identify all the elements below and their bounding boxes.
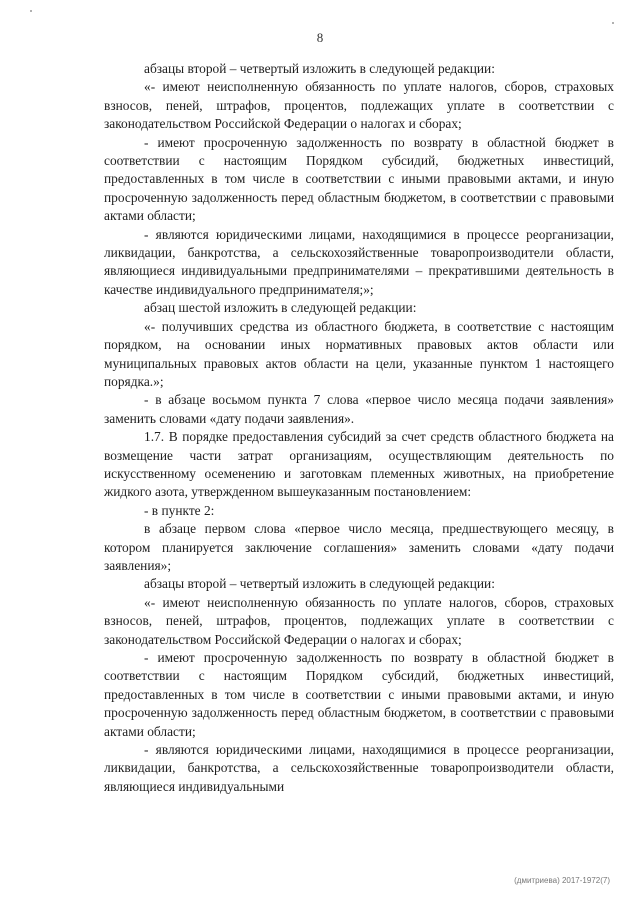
paragraph: 1.7. В порядке предоставления субсидий за счет средств областного бюджета на возмещение части затрат организациям, осуществляющим деятельность по искусственному осеменению и заготовкам племенных животных, на приобретение жидкого азота, утвержденном вышеуказанным постановлением: <box>104 429 614 500</box>
paragraph: абзацы второй – четвертый изложить в следующей редакции: <box>144 576 495 592</box>
paragraph: «- имеют неисполненную обязанность по уплате налогов, сборов, страховых взносов, пеней, штрафов, процентов, подлежащих уплате в соответствии с законодательством Российской Федерации о налогах и сборах; <box>104 79 614 132</box>
paragraph: «- получивших средства из областного бюджета, в соответствие с настоящим порядком, на основании иных нормативных правовых актов области или муниципальных правовых актов области на цели, указанные пунктом 1 настоящего порядка.»; <box>104 318 614 389</box>
paragraph: - являются юридическими лицами, находящимися в процессе реорганизации, ликвидации, банкротства, а сельскохозяйственные товаропроизводители области, являющиеся индивидуальными предпринимателями – прекратившими деятельность в качестве индивидуального предпринимателя;»; <box>104 226 614 297</box>
document-footer-code: (дмитриева) 2017-1972(7) <box>514 876 610 885</box>
document-body <box>104 60 614 796</box>
paragraph: - в пункте 2: <box>144 502 215 518</box>
paragraph: «- имеют неисполненную обязанность по уплате налогов, сборов, страховых взносов, пеней, штрафов, процентов, подлежащих уплате в соответствии с законодательством Российской Федерации о налогах и сборах; <box>104 594 614 647</box>
paragraph: - в абзаце восьмом пункта 7 слова «первое число месяца подачи заявления» заменить словами «дату подачи заявления». <box>104 392 614 426</box>
page-number: 8 <box>316 30 324 45</box>
paragraph: - имеют просроченную задолженность по возврату в областной бюджет в соответствии с настоящим Порядком субсидий, бюджетных инвестиций, предоставленных в том числе в соответствии с иными правовыми актами, и иную просроченную задолженность перед областным бюджетом, в соответствии с правовыми актами области; <box>104 650 614 739</box>
paragraph: абзац шестой изложить в следующей редакции: <box>144 300 417 316</box>
scan-dot <box>30 10 32 12</box>
paragraph: в абзаце первом слова «первое число месяца, предшествующего месяцу, в котором планируется заключение соглашения» заменить словами «дату подачи заявления»; <box>104 521 614 573</box>
paragraph: - имеют просроченную задолженность по возврату в областной бюджет в соответствии с настоящим Порядком субсидий, бюджетных инвестиций, предоставленных в том числе в соответствии с иными правовыми актами, и иную просроченную задолженность перед областным бюджетом, в соответствии с правовыми актами области; <box>104 134 614 224</box>
paragraph: - являются юридическими лицами, находящимися в процессе реорганизации, ликвидации, банкротства, а сельскохозяйственные товаропроизводители области, являющиеся индивидуальными <box>104 742 614 794</box>
paragraph: абзацы второй – четвертый изложить в следующей редакции: <box>144 61 495 76</box>
scan-dot <box>612 22 614 24</box>
